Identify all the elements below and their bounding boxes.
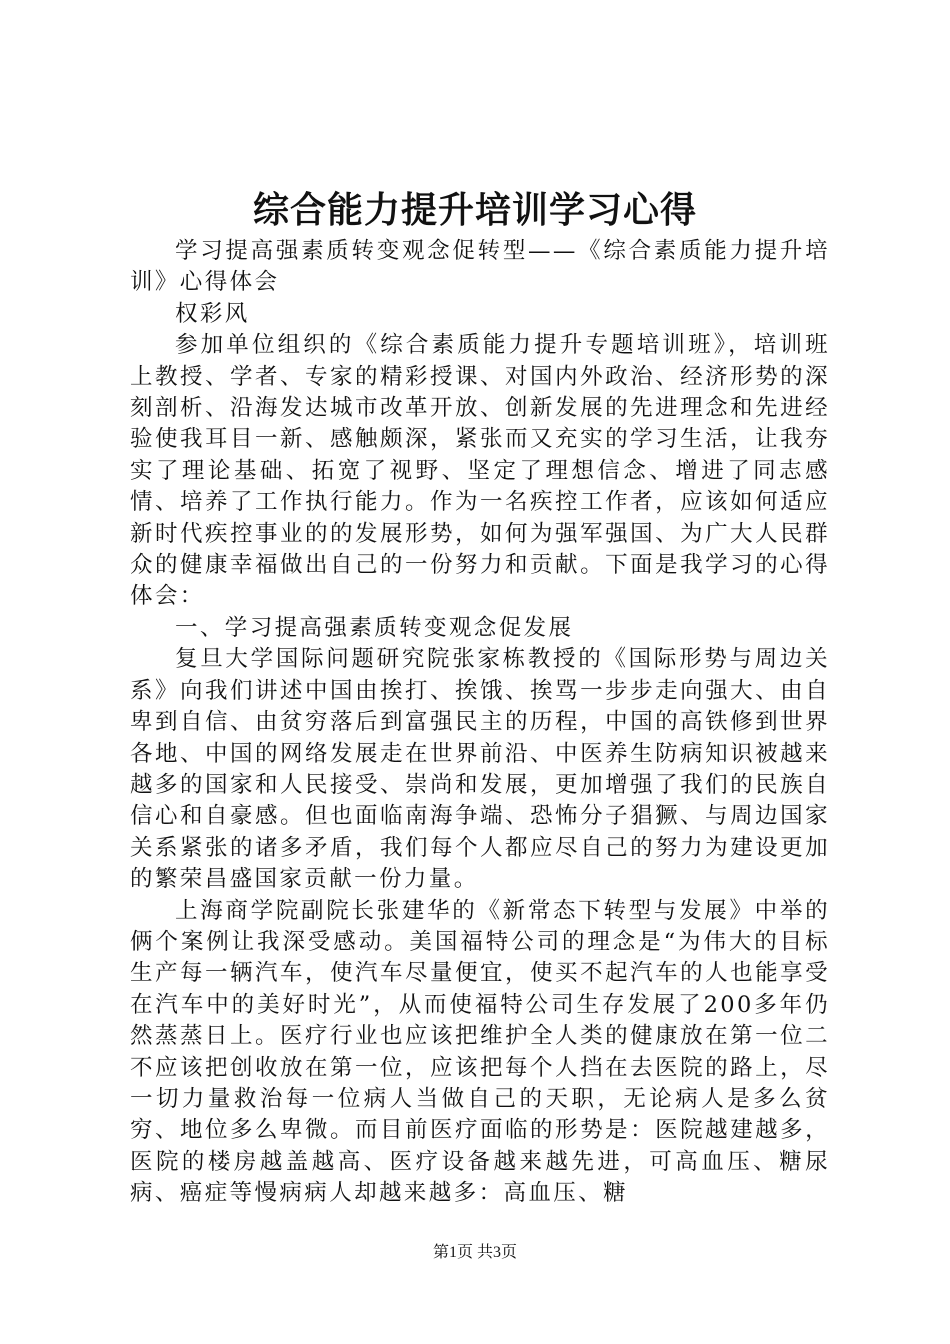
document-title: 综合能力提升培训学习心得 — [252, 189, 697, 231]
section-heading: 一、学习提高强素质转变观念促发展 — [175, 614, 574, 641]
document-body — [130, 236, 830, 1210]
body-paragraph: 上海商学院副院长张建华的《新常态下转型与发展》中举的俩个案例让我深受感动。美国福特公司的理念是“为伟大的目标生产每一辆汽车，使汽车尽量便宜，使买不起汽车的人也能享受在汽车中的美好时光”，从而使福特公司生存发展了200多年仍然蒸蒸日上。医疗行业也应该把维护全人类的健康放在第一位二不应该把创收放在第一位，应该把每个人挡在去医院的路上，尽一切力量救治每一位病人当做自己的天职，无论病人是多么贫穷、地位多么卑微。而目前医疗面临的形势是：医院越建越多，医院的楼房越盖越高、医疗设备越来越先进，可高血压、糖尿病、癌症等慢病病人却越来越多：高血压、糖 — [130, 897, 830, 1207]
subtitle-paragraph: 学习提高强素质转变观念促转型——《综合素质能力提升培训》心得体会 — [130, 238, 830, 296]
body-paragraph: 参加单位组织的《综合素质能力提升专题培训班》，培训班上教授、学者、专家的精彩授课、对国内外政治、经济形势的深刻剖析、沿海发达城市改革开放、创新发展的先进理念和先进经验使我耳目一新、感触颇深，紧张而又充实的学习生活，让我夯实了理论基础、拓宽了视野、坚定了理想信念、增进了同志感情、培养了工作执行能力。作为一名疾控工作者，应该如何适应新时代疾控事业的的发展形势，如何为强军强国、为广大人民群众的健康幸福做出自己的一份努力和贡献。下面是我学习的心得体会： — [130, 332, 830, 610]
body-paragraph: 复旦大学国际问题研究院张家栋教授的《国际形势与周边关系》向我们讲述中国由挨打、挨饿、挨骂一步步走向强大、由自卑到自信、由贫穷落后到富强民主的历程，中国的高铁修到世界各地、中国的网络发展走在世界前沿、中医养生防病知识被越来越多的国家和人民接受、崇尚和发展，更加增强了我们的民族自信心和自豪感。但也面临南海争端、恐怖分子猖獗、与周边国家关系紧张的诸多矛盾，我们每个人都应尽自己的努力为建设更加的繁荣昌盛国家贡献一份力量。 — [130, 646, 830, 893]
author-name: 权彩风 — [175, 300, 250, 327]
page-footer: 第1页 共3页 — [432, 1244, 517, 1261]
